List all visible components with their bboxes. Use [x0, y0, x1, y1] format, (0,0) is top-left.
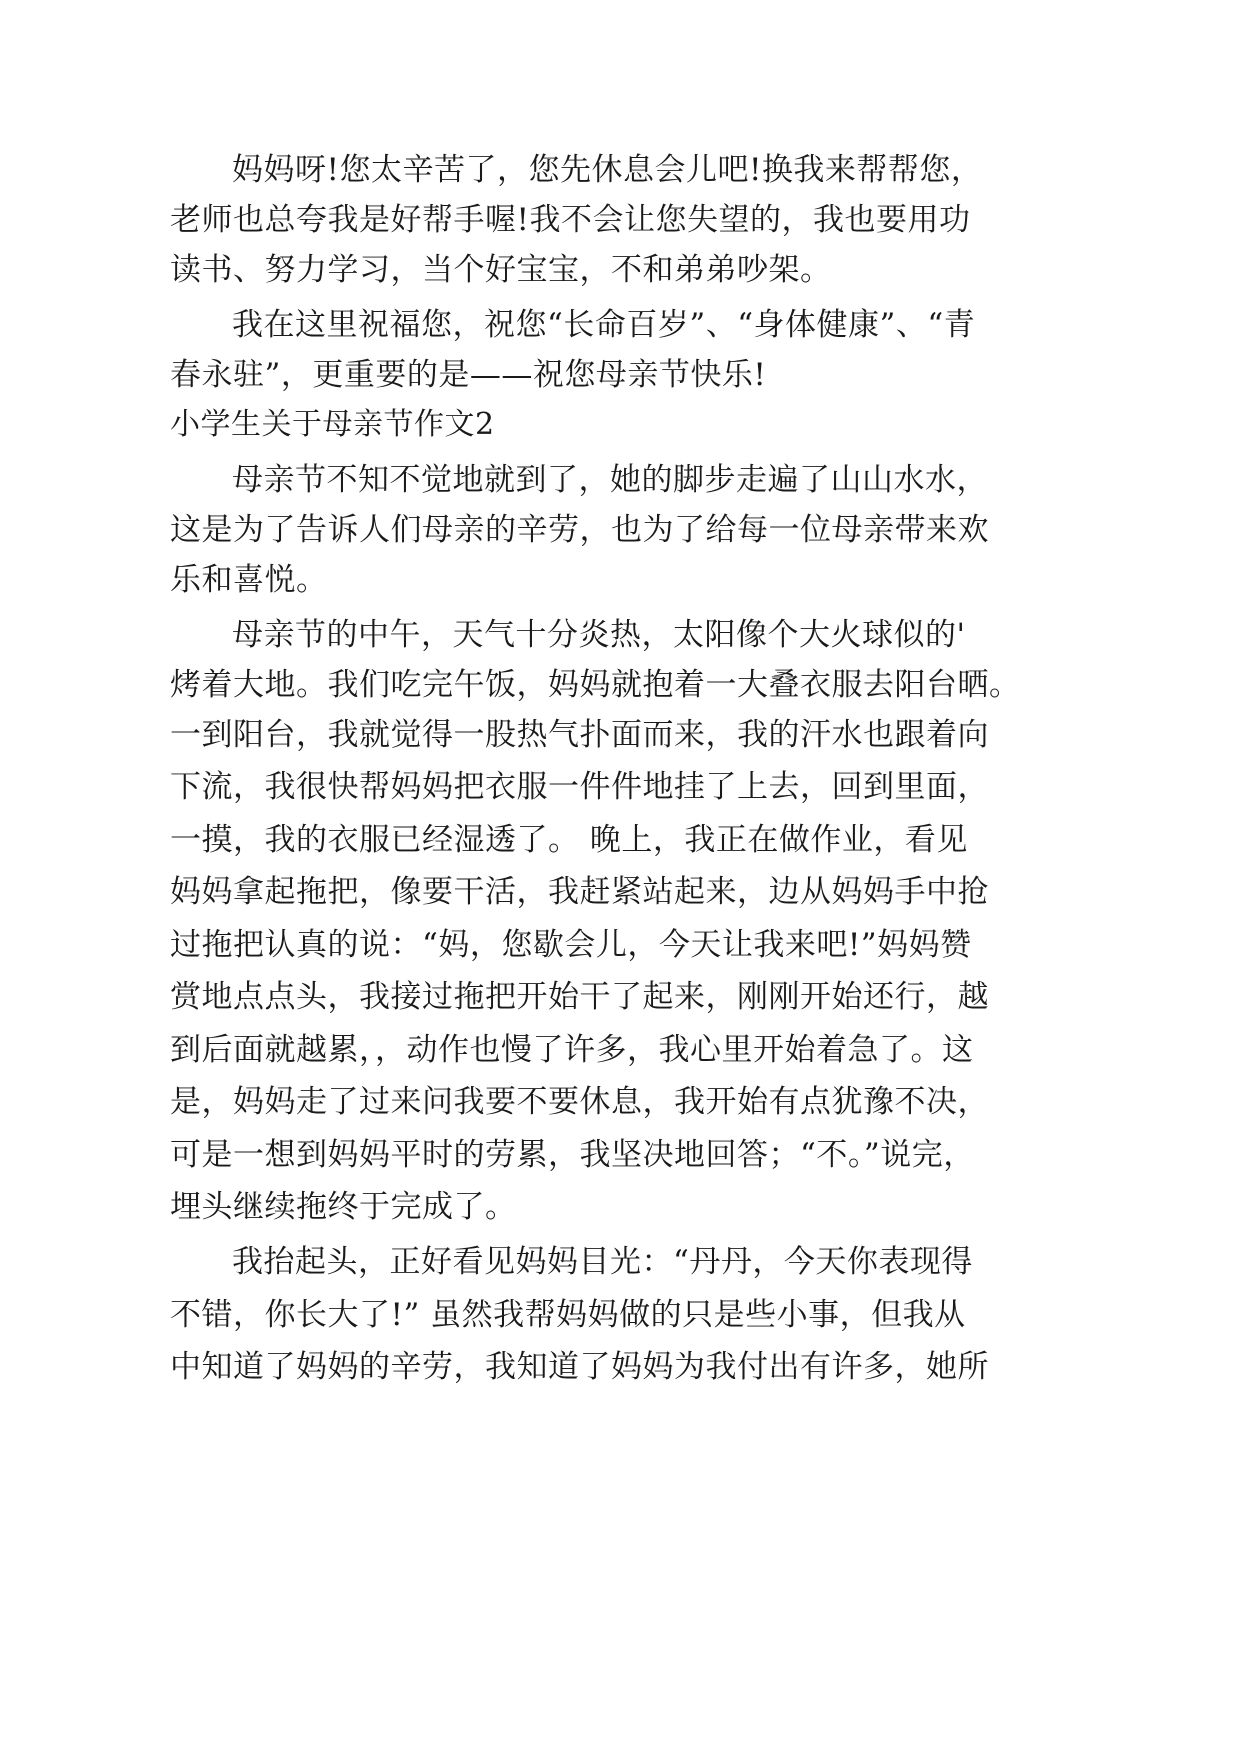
paragraph-line: 下流，我很快帮妈妈把衣服一件件地挂了上去，回到里面，: [170, 769, 989, 805]
paragraph-line: 母亲节的中午，天气十分炎热，太阳像个大火球似的': [232, 617, 966, 653]
paragraph-line: 一到阳台，我就觉得一股热气扑面而来，我的汗水也跟着向: [170, 717, 989, 753]
paragraph-line: 可是一想到妈妈平时的劳累，我坚决地回答；“不。”说完，: [170, 1137, 975, 1173]
paragraph-line: 妈妈拿起拖把，像要干活，我赶紧站起来，边从妈妈手中抢: [170, 874, 989, 910]
paragraph-line: 过拖把认真的说：“妈，您歇会儿，今天让我来吧!”妈妈赞: [170, 927, 972, 963]
paragraph-line: 我在这里祝福您，祝您“长命百岁”、“身体健康”、“青: [232, 307, 976, 343]
paragraph-line: 妈妈呀!您太辛苦了，您先休息会儿吧!换我来帮帮您，: [232, 152, 983, 188]
paragraph-line: 这是为了告诉人们母亲的辛劳，也为了给每一位母亲带来欢: [170, 512, 989, 548]
paragraph-line: 老师也总夸我是好帮手喔!我不会让您失望的，我也要用功: [170, 202, 971, 238]
paragraph-line: 赏地点点头，我接过拖把开始干了起来，刚刚开始还行，越: [170, 979, 989, 1015]
paragraph-line: 乐和喜悦。: [170, 562, 328, 598]
paragraph-line: 中知道了妈妈的辛劳，我知道了妈妈为我付出有许多，她所: [170, 1349, 989, 1385]
paragraph-line: 我抬起头，正好看见妈妈目光：“丹丹，今天你表现得: [232, 1244, 973, 1280]
paragraph-line: 到后面就越累，，动作也慢了许多，我心里开始着急了。这: [170, 1032, 974, 1068]
paragraph-line: 读书、努力学习，当个好宝宝，不和弟弟吵架。: [170, 252, 832, 288]
paragraph-line: 不错，你长大了!” 虽然我帮妈妈做的只是些小事，但我从: [170, 1297, 966, 1333]
paragraph-line: 春永驻”，更重要的是——祝您母亲节快乐!: [170, 357, 767, 393]
section-heading: 小学生关于母亲节作文2: [170, 407, 495, 442]
paragraph-line: 埋头继续拖终于完成了。: [170, 1189, 517, 1225]
paragraph-line: 一摸，我的衣服已经湿透了。 晚上，我正在做作业，看见: [170, 822, 968, 858]
paragraph-line: 烤着大地。我们吃完午饭，妈妈就抱着一大叠衣服去阳台晒。: [170, 667, 1021, 703]
paragraph-line: 母亲节不知不觉地就到了，她的脚步走遍了山山水水，: [232, 462, 988, 498]
paragraph-line: 是，妈妈走了过来问我要不要休息，我开始有点犹豫不决，: [170, 1084, 989, 1120]
